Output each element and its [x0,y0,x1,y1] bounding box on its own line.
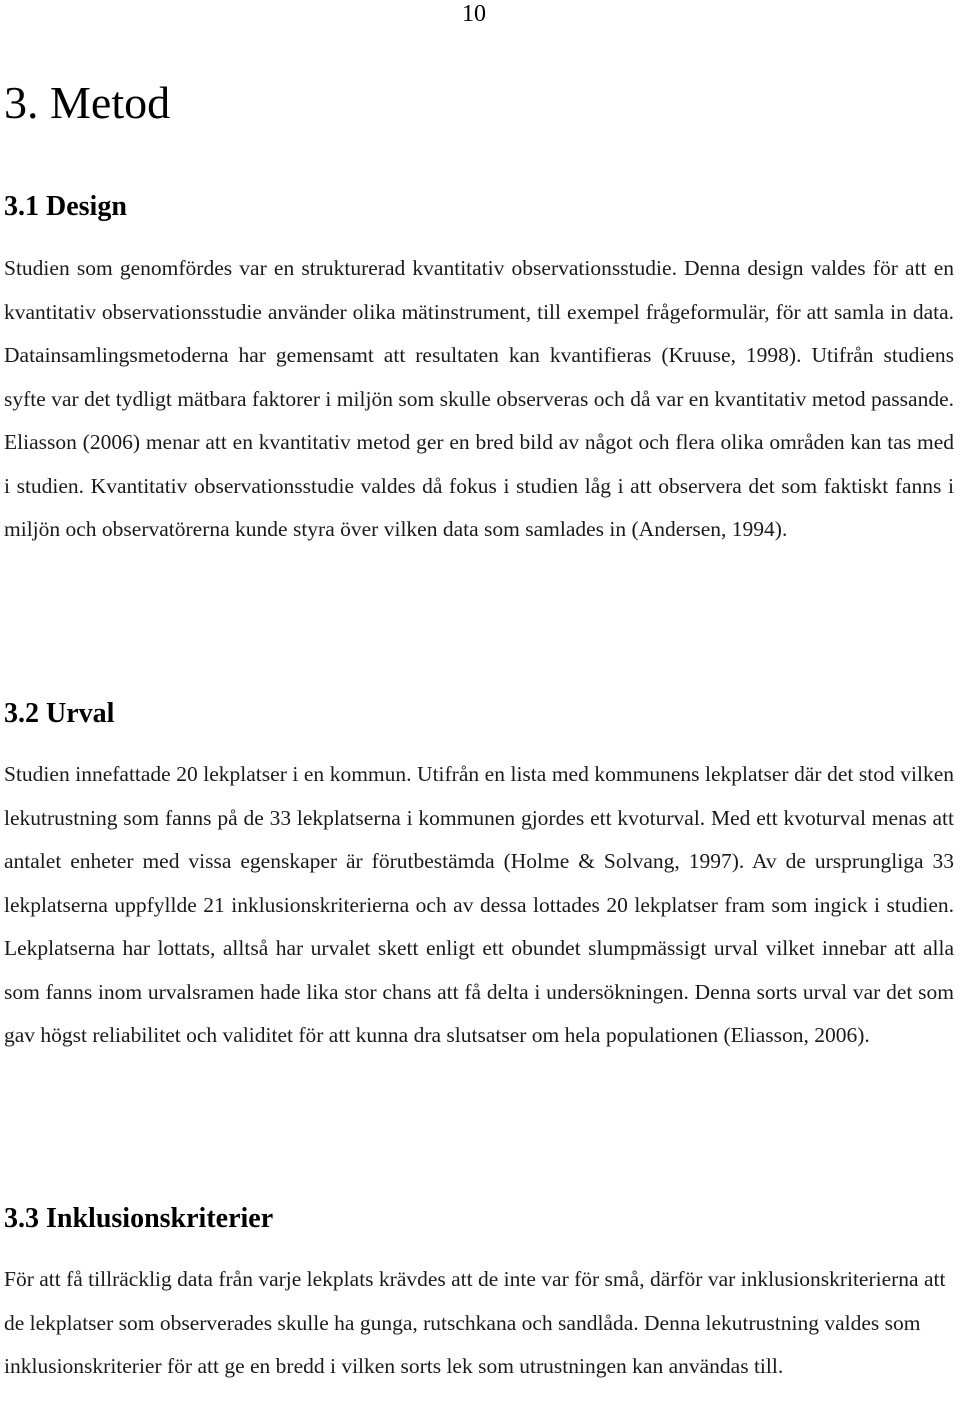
section-title-design: 3.1 Design [4,191,127,222]
section-body-inklusionskriterier: För att få tillräcklig data från varje lekplats krävdes att de inte var för små, därför var inklusionskriterierna att de lekplatser som observerades skulle ha gunga, rutschkana och sandlåda. Denna lekutrustning valdes som inklusionskriterier för att ge en bredd i vilken sorts lek som utrustningen kan användas till. [4,1267,946,1378]
section-title-inklusionskriterier: 3.3 Inklusionskriterier [4,1203,274,1234]
section-title-urval: 3.2 Urval [4,698,115,729]
section-body-urval: Studien innefattade 20 lekplatser i en kommun. Utifrån en lista med kommunens lekplatser där det stod vilken lekutrustning som fanns på de 33 lekplatserna i kommunen gjordes ett kvoturval. Med ett kvoturval menas att antalet enheter med vissa egenskaper är förutbestämda (Holme & Solvang, 1997). Av de ursprungliga 33 lekplatserna uppfyllde 21 inklusionskriterierna och av dessa lottades 20 lekplatser fram som ingick i studien. Lekplatserna har lottats, alltså har urvalet skett enligt ett obundet slumpmässigt urval vilket innebar att alla som fanns inom urvalsramen hade lika stor chans att få delta i undersökningen. Denna sorts urval var det som gav högst reliabilitet och validitet för att kunna dra slutsatser om hela populationen (Eliasson, 2006). [4,762,954,1047]
section-body-design: Studien som genomfördes var en strukturerad kvantitativ observationsstudie. Denna design valdes för att en kvantitativ observationsstudie använder olika mätinstrument, till exempel frågeformulär, för att samla in data. Datainsamlingsmetoderna har gemensamt att resultaten kan kvantifieras (Kruuse, 1998). Utifrån studiens syfte var det tydligt mätbara faktorer i miljön som skulle observeras och då var en kvantitativ metod passande. Eliasson (2006) menar att en kvantitativ metod ger en bred bild av något och flera olika områden kan tas med i studien. Kvantitativ observationsstudie valdes då fokus i studien låg i att observera det som faktiskt fanns i miljön och observatörerna kunde styra över vilken data som samlades in (Andersen, 1994). [4,256,954,541]
chapter-title: 3. Metod [4,77,171,128]
page-number: 10 [462,1,486,27]
